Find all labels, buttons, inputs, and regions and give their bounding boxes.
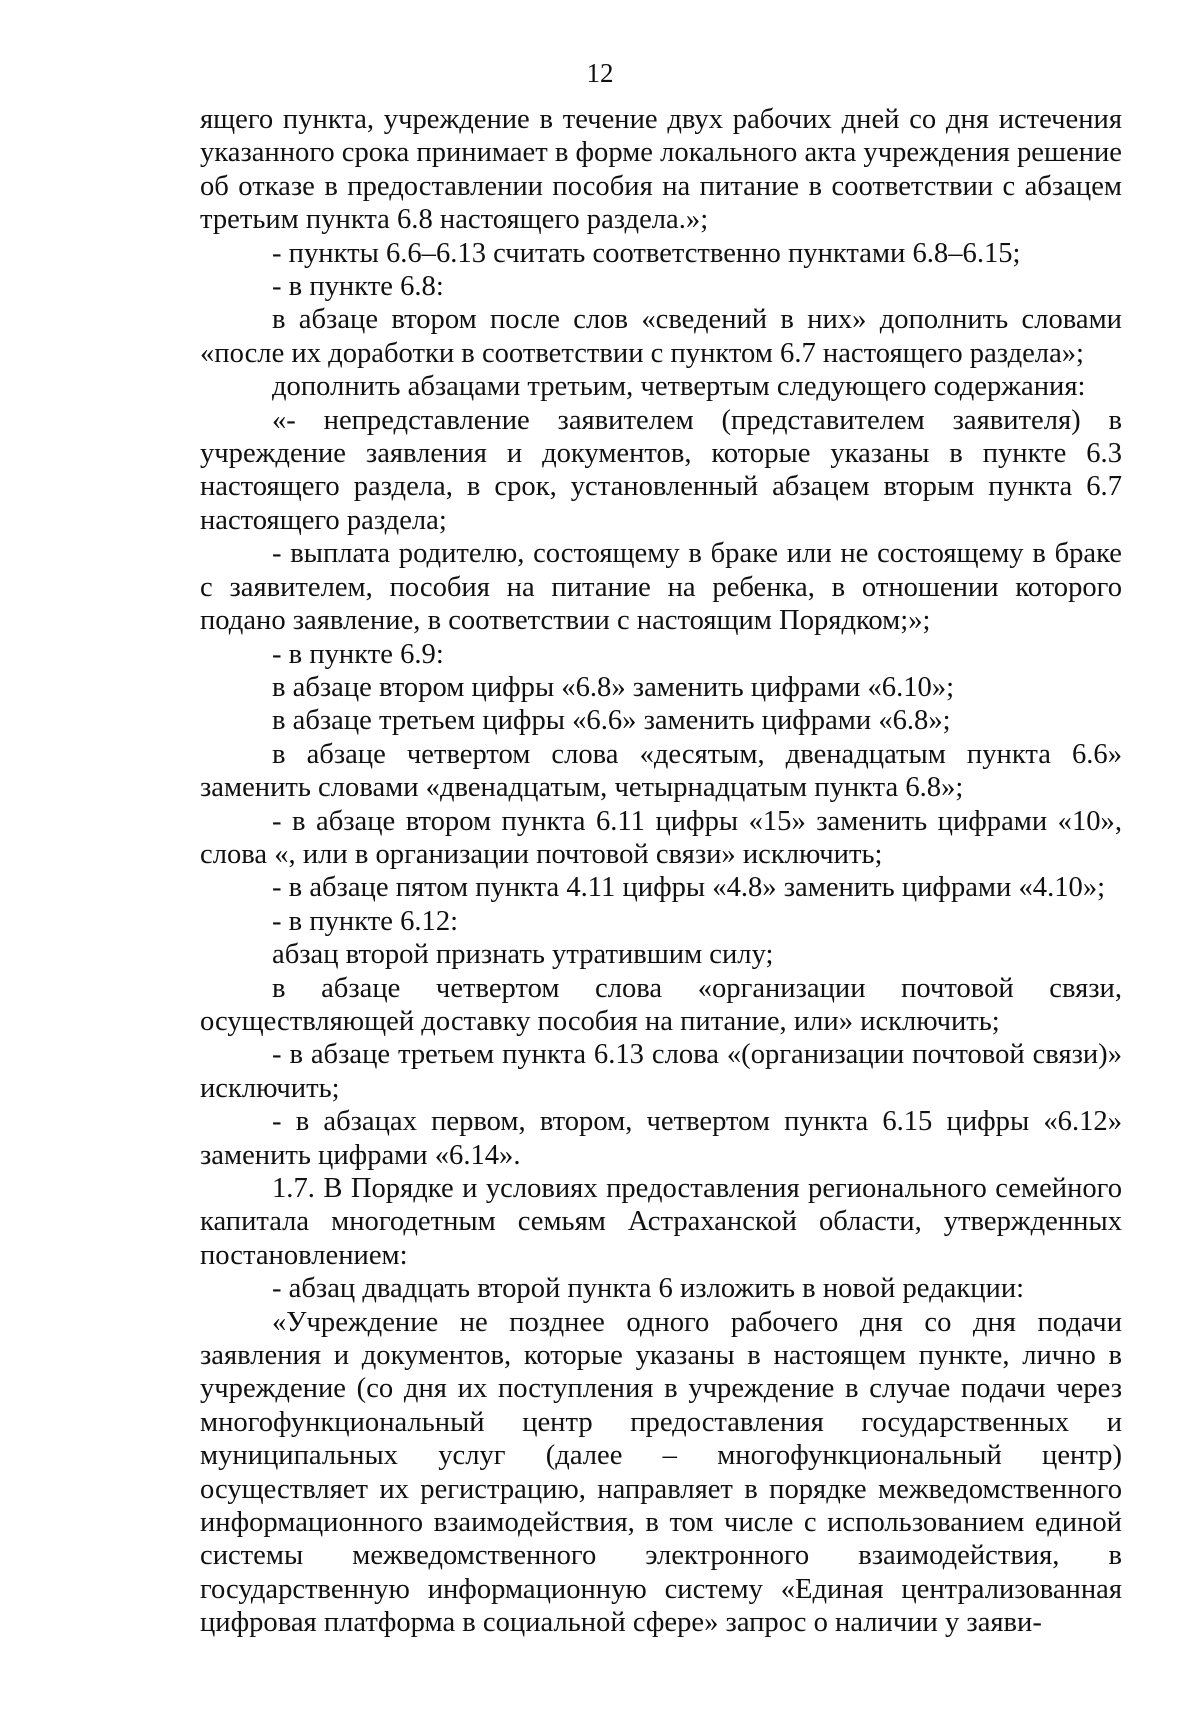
document-body [200, 103, 1122, 1640]
paragraph: абзац второй признать утратившим силу; [272, 939, 774, 971]
paragraph: 1.7. В Порядке и условиях предоставления регионального семейного капитала многодетным семьям Астраханской области, утвержденных постановлением: [200, 1173, 1122, 1271]
paragraph: дополнить абзацами третьим, четвертым следующего содержания: [272, 371, 1086, 403]
paragraph: в абзаце четвертом слова «организации почтовой связи, осуществляющей доставку пособия на питание, или» исключить; [200, 972, 1122, 1037]
paragraph: - в абзаце третьем пункта 6.13 слова «(организации почтовой связи)» исключить; [200, 1039, 1122, 1104]
paragraph: в абзаце втором цифры «6.8» заменить цифрами «6.10»; [272, 671, 955, 703]
paragraph: в абзаце втором после слов «сведений в них» дополнить словами «после их доработки в соответствии с пунктом 6.7 настоящего раздела»; [200, 304, 1122, 369]
paragraph: «- непредставление заявителем (представителем заявителя) в учреждение заявления и документов, которые указаны в пункте 6.3 настоящего раздела, в срок, установленный абзацем вторым пункта 6.7 настоящего раздела; [200, 404, 1122, 536]
page-number: 12 [586, 58, 614, 88]
paragraph: ящего пункта, учреждение в течение двух рабочих дней со дня истечения указанного срока принимает в форме локального акта учреждения решение об отказе в предоставлении пособия на питание в соответствии с абзацем третьим пункта 6.8 настоящего раздела.»; [200, 104, 1122, 236]
paragraph: - выплата родителю, состоящему в браке или не состоящему в браке с заявителем, пособия на питание на ребенка, в отношении которого подано заявление, в соответствии с настоящим Порядком;»; [200, 538, 1122, 637]
paragraph: - в абзаце втором пункта 6.11 цифры «15» заменить цифрами «10», слова «, или в организации почтовой связи» исключить; [200, 805, 1122, 870]
paragraph: - пункты 6.6–6.13 считать соответственно пунктами 6.8–6.15; [272, 237, 1021, 269]
paragraph: - в пункте 6.8: [272, 271, 444, 303]
paragraph: - абзац двадцать второй пункта 6 изложить в новой редакции: [272, 1273, 1025, 1305]
paragraph: в абзаце третьем цифры «6.6» заменить цифрами «6.8»; [272, 705, 951, 737]
paragraph: - в абзаце пятом пункта 4.11 цифры «4.8» заменить цифрами «4.10»; [272, 872, 1106, 904]
paragraph: «Учреждение не позднее одного рабочего дня со дня подачи заявления и документов, которые указаны в настоящем пункте, лично в учреждение (со дня их поступления в учреждение в случае подачи через многофункциональный центр предоставления государственных и муниципальных услуг (далее – многофункциональный центр) осуществляет их регистрацию, направляет в порядке межведомственного информационного взаимодействия, в том числе с использованием единой системы межведомственного электронного взаимодействия, в государственную информационную систему «Единая централизованная цифровая платформа в социальной сфере» запрос о наличии у заяви- [200, 1306, 1122, 1639]
paragraph: в абзаце четвертом слова «десятым, двенадцатым пункта 6.6» заменить словами «двенадцатым, четырнадцатым пункта 6.8»; [200, 738, 1122, 804]
paragraph: - в абзацах первом, втором, четвертом пункта 6.15 цифры «6.12» заменить цифрами «6.14». [200, 1106, 1122, 1171]
paragraph: - в пункте 6.9: [272, 638, 444, 670]
paragraph: - в пункте 6.12: [272, 905, 459, 937]
